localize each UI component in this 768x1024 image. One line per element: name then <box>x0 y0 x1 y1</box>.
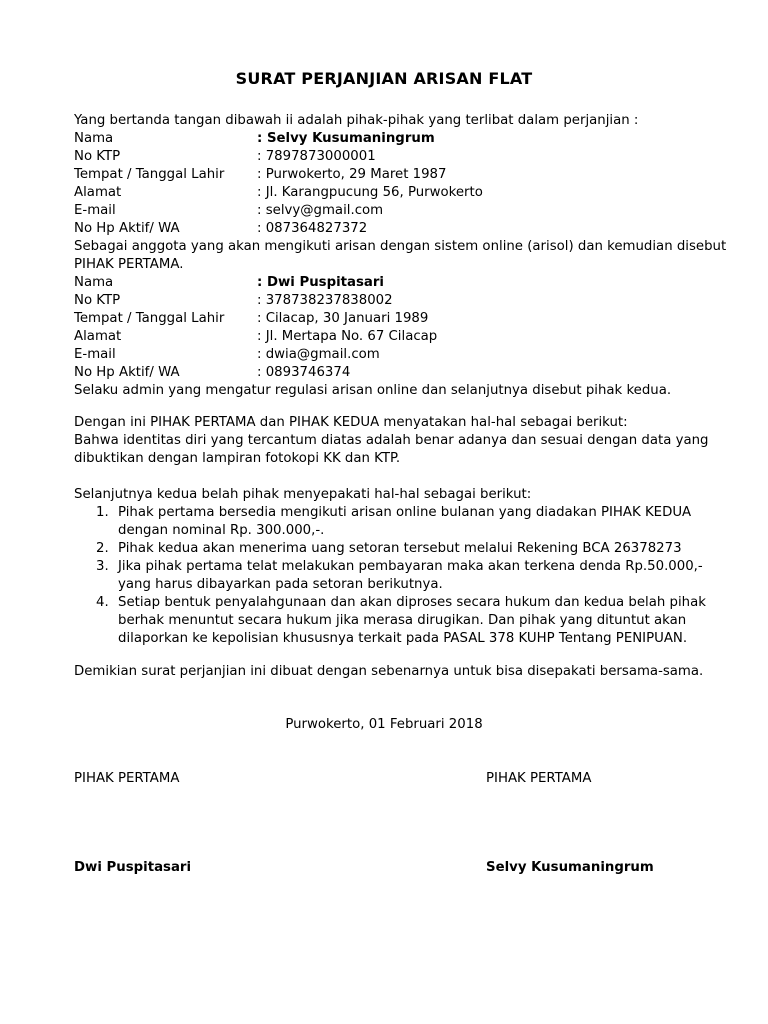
closing-section <box>74 663 704 681</box>
field-label: No Hp Aktif/ WA <box>74 221 180 236</box>
term-number: 4. <box>96 595 109 610</box>
party2-row-ktp <box>74 292 694 310</box>
statement-section <box>74 414 709 468</box>
term-item <box>74 504 694 540</box>
term-number: 2. <box>96 541 109 556</box>
party2-row-email <box>74 346 694 364</box>
field-value: : Selvy Kusumaningrum <box>257 131 435 146</box>
term-line: Jika pihak pertama telat melakukan pembayaran maka akan terkena denda Rp.50.000,- <box>118 559 703 574</box>
field-label: Alamat <box>74 329 122 344</box>
closing-text: Demikian surat perjanjian ini dibuat dengan sebenarnya untuk bisa disepakati bersama-sama. <box>74 664 704 679</box>
intro-text: Yang bertanda tangan dibawah ii adalah pihak-pihak yang terlibat dalam perjanjian : <box>74 113 639 128</box>
field-label: Tempat / Tanggal Lahir <box>74 167 225 182</box>
party2-row-name <box>74 274 694 292</box>
field-value: : Jl. Karangpucung 56, Purwokerto <box>257 185 483 200</box>
field-value: : 087364827372 <box>257 221 368 236</box>
field-value: : Dwi Puspitasari <box>257 275 384 290</box>
field-label: Nama <box>74 131 114 146</box>
term-line: Setiap bentuk penyalahgunaan dan akan diproses secara hukum dan kedua belah pihak <box>118 595 706 610</box>
signature-left-name: Dwi Puspitasari <box>74 860 192 875</box>
field-value: : Cilacap, 30 Januari 1989 <box>257 311 429 326</box>
party2-row-birth <box>74 310 694 328</box>
field-label: E-mail <box>74 203 116 218</box>
term-item <box>74 594 706 648</box>
signature-right-name: Selvy Kusumaningrum <box>486 860 654 875</box>
term-line: berhak menuntut secara hukum jika merasa dirugikan. Dan pihak yang dituntut akan <box>118 613 687 628</box>
field-value: : 7897873000001 <box>257 149 376 164</box>
party1-row-email <box>74 202 694 220</box>
statement-line: Bahwa identitas diri yang tercantum diatas adalah benar adanya dan sesuai dengan data yang <box>74 433 709 448</box>
term-line: yang harus dibayarkan pada setoran berikutnya. <box>118 577 443 592</box>
signature-left-role: PIHAK PERTAMA <box>74 771 180 786</box>
field-label: Nama <box>74 275 114 290</box>
field-value: : 378738237838002 <box>257 293 393 308</box>
signature-right-role: PIHAK PERTAMA <box>486 771 592 786</box>
term-line: dilaporkan ke kepolisian khususnya terkait pada PASAL 378 KUHP Tentang PENIPUAN. <box>118 631 688 646</box>
statement-line: Dengan ini PIHAK PERTAMA dan PIHAK KEDUA menyatakan hal-hal sebagai berikut: <box>74 415 628 430</box>
party1-note-line1: Sebagai anggota yang akan mengikuti arisan dengan sistem online (arisol) dan kemudian disebut <box>74 239 727 254</box>
field-label: E-mail <box>74 347 116 362</box>
party1-row-address <box>74 184 694 202</box>
field-label: Tempat / Tanggal Lahir <box>74 311 225 326</box>
statement-line: dibuktikan dengan lampiran fotokopi KK dan KTP. <box>74 451 401 466</box>
term-line: Pihak kedua akan menerima uang setoran tersebut melalui Rekening BCA 26378273 <box>118 541 682 556</box>
field-value: : dwia@gmail.com <box>257 347 380 362</box>
party1-note-line2: PIHAK PERTAMA. <box>74 257 184 272</box>
term-number: 1. <box>96 505 109 520</box>
party-one-section <box>74 112 727 400</box>
field-label: Alamat <box>74 185 122 200</box>
party1-row-ktp <box>74 148 694 166</box>
document-title: SURAT PERJANJIAN ARISAN FLAT <box>235 69 533 88</box>
field-label: No KTP <box>74 149 121 164</box>
field-label: No Hp Aktif/ WA <box>74 365 180 380</box>
field-label: No KTP <box>74 293 121 308</box>
term-line: Pihak pertama bersedia mengikuti arisan online bulanan yang diadakan PIHAK KEDUA <box>118 505 692 520</box>
party2-note: Selaku admin yang mengatur regulasi arisan online dan selanjutnya disebut pihak kedua. <box>74 383 672 398</box>
field-value: : 0893746374 <box>257 365 351 380</box>
field-value: : selvy@gmail.com <box>257 203 384 218</box>
agreement-section <box>74 486 706 648</box>
place-date: Purwokerto, 01 Februari 2018 <box>285 717 483 732</box>
term-item <box>74 558 703 594</box>
term-line: dengan nominal Rp. 300.000,-. <box>118 523 325 538</box>
party1-row-phone <box>74 220 694 238</box>
terms-list <box>74 504 706 648</box>
term-item <box>74 540 694 558</box>
party1-row-name <box>74 130 694 148</box>
party2-row-address <box>74 328 694 346</box>
field-value: : Purwokerto, 29 Maret 1987 <box>257 167 447 182</box>
party1-row-birth <box>74 166 694 184</box>
term-number: 3. <box>96 559 109 574</box>
party2-row-phone <box>74 364 694 382</box>
field-value: : Jl. Mertapa No. 67 Cilacap <box>257 329 438 344</box>
agreement-intro: Selanjutnya kedua belah pihak menyepakati hal-hal sebagai berikut: <box>74 487 532 502</box>
